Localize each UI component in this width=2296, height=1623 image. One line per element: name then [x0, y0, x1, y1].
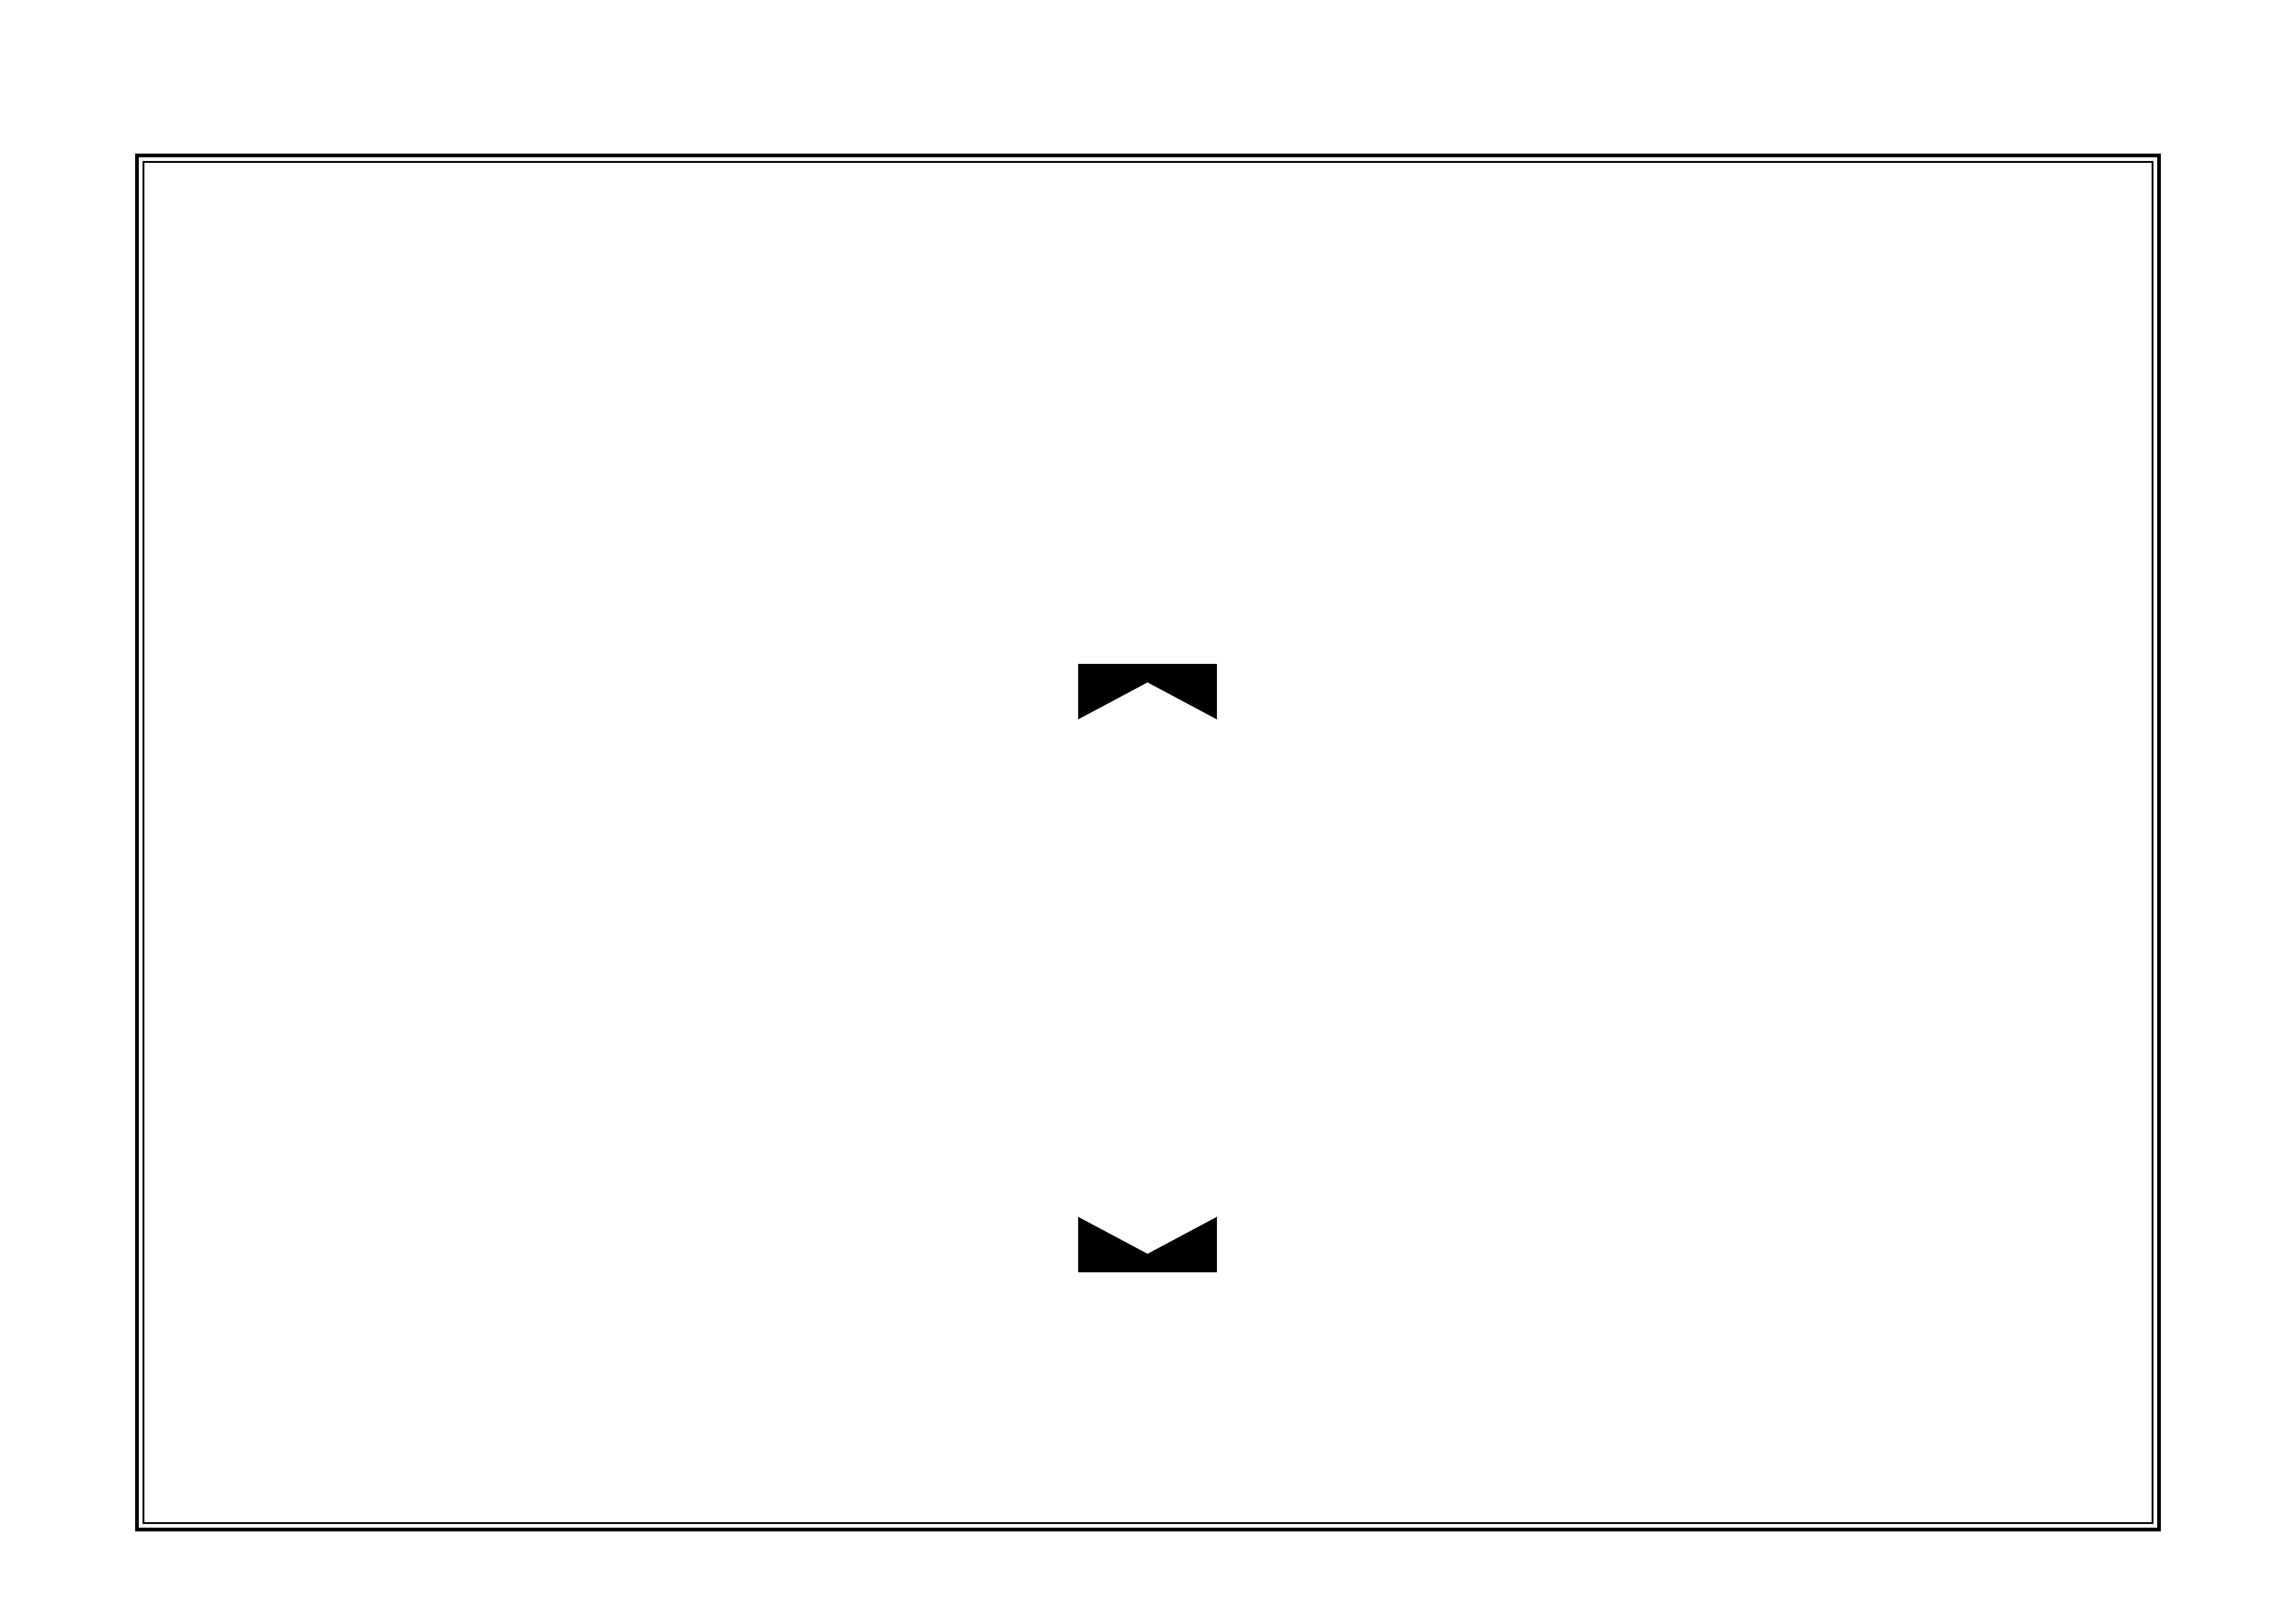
fishtail-top: [1078, 664, 1217, 719]
inner-border: [143, 161, 2153, 1524]
fishtail-bottom: [1078, 1217, 1217, 1272]
